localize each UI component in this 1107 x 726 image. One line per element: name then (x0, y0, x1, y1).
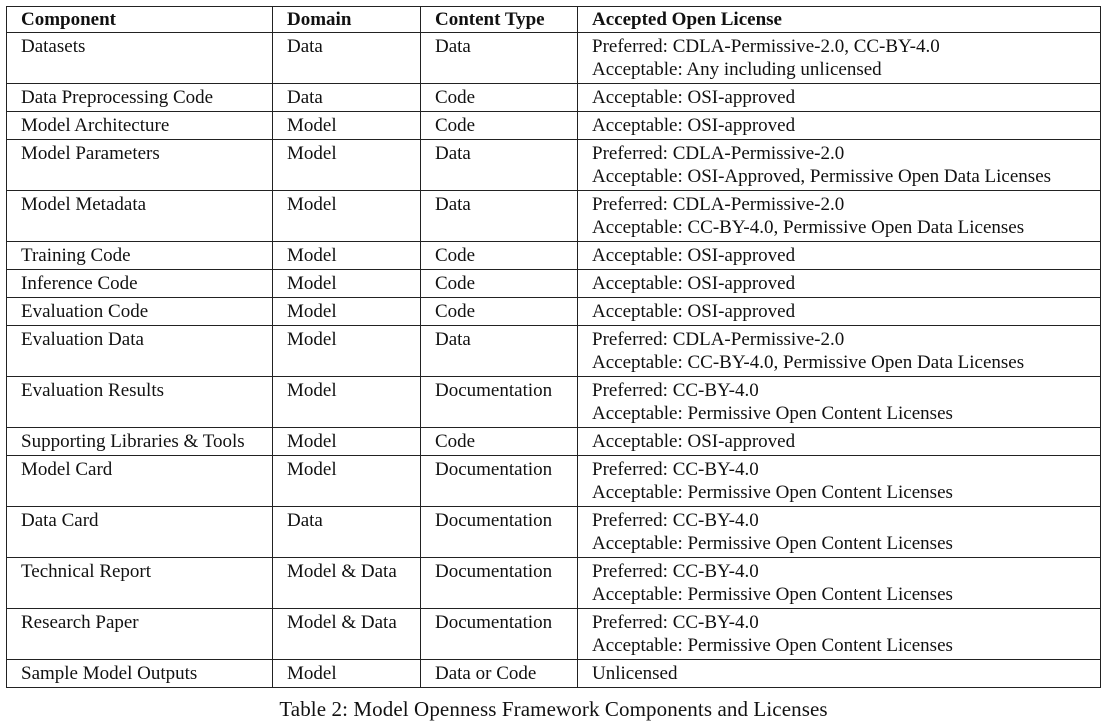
cell-accepted-license (578, 298, 1101, 326)
cell-accepted-license (578, 428, 1101, 456)
cell-content-type: Data (421, 191, 578, 242)
cell-accepted-license (578, 558, 1101, 609)
license-line: Acceptable: OSI-approved (592, 301, 796, 322)
table-caption: Table 2: Model Openness Framework Components and Licenses (279, 697, 828, 721)
cell-component: Data Card (7, 507, 273, 558)
cell-domain: Model (273, 660, 421, 688)
cell-component: Datasets (7, 33, 273, 84)
cell-component: Sample Model Outputs (7, 660, 273, 688)
license-line: Acceptable: Permissive Open Content Licenses (592, 635, 953, 656)
cell-component: Data Preprocessing Code (7, 84, 273, 112)
license-line: Acceptable: OSI-approved (592, 245, 796, 266)
license-line: Preferred: CDLA-Permissive-2.0 (592, 329, 845, 350)
header-content-type: Content Type (421, 7, 578, 33)
header-domain: Domain (273, 7, 421, 33)
table-row (7, 112, 1101, 140)
cell-domain: Data (273, 507, 421, 558)
license-line: Preferred: CDLA-Permissive-2.0 (592, 194, 845, 215)
cell-content-type: Data or Code (421, 660, 578, 688)
cell-content-type: Code (421, 428, 578, 456)
license-line: Preferred: CC-BY-4.0 (592, 612, 759, 633)
table-row (7, 298, 1101, 326)
cell-content-type: Data (421, 326, 578, 377)
license-line: Preferred: CC-BY-4.0 (592, 561, 759, 582)
cell-domain: Model & Data (273, 609, 421, 660)
license-line: Acceptable: Any including unlicensed (592, 59, 882, 80)
cell-domain: Model & Data (273, 558, 421, 609)
cell-content-type: Code (421, 242, 578, 270)
table-header-row (7, 7, 1101, 33)
license-line: Preferred: CC-BY-4.0 (592, 459, 759, 480)
license-line: Preferred: CC-BY-4.0 (592, 510, 759, 531)
license-line: Preferred: CC-BY-4.0 (592, 380, 759, 401)
cell-accepted-license (578, 33, 1101, 84)
cell-domain: Model (273, 377, 421, 428)
table-row (7, 140, 1101, 191)
license-line: Acceptable: Permissive Open Content Licenses (592, 482, 953, 503)
cell-accepted-license (578, 242, 1101, 270)
cell-domain: Model (273, 112, 421, 140)
cell-content-type: Data (421, 140, 578, 191)
cell-domain: Data (273, 33, 421, 84)
components-licenses-table (6, 6, 1101, 688)
cell-accepted-license (578, 140, 1101, 191)
cell-accepted-license (578, 377, 1101, 428)
table-row (7, 84, 1101, 112)
cell-content-type: Documentation (421, 507, 578, 558)
table-row (7, 33, 1101, 84)
license-line: Acceptable: OSI-approved (592, 87, 796, 108)
cell-domain: Model (273, 270, 421, 298)
cell-content-type: Code (421, 112, 578, 140)
cell-accepted-license (578, 191, 1101, 242)
cell-accepted-license (578, 270, 1101, 298)
license-line: Acceptable: OSI-approved (592, 431, 796, 452)
table-row (7, 609, 1101, 660)
cell-domain: Model (273, 242, 421, 270)
cell-domain: Model (273, 428, 421, 456)
table-row (7, 507, 1101, 558)
cell-content-type: Code (421, 298, 578, 326)
cell-component: Technical Report (7, 558, 273, 609)
license-line: Acceptable: CC-BY-4.0, Permissive Open Data Licenses (592, 217, 1025, 238)
cell-content-type: Documentation (421, 377, 578, 428)
table-row (7, 456, 1101, 507)
cell-accepted-license (578, 609, 1101, 660)
table-body (7, 33, 1101, 688)
cell-component: Model Metadata (7, 191, 273, 242)
cell-component: Supporting Libraries & Tools (7, 428, 273, 456)
cell-component: Model Card (7, 456, 273, 507)
cell-accepted-license (578, 326, 1101, 377)
header-accepted-license: Accepted Open License (578, 7, 1101, 33)
cell-component: Model Parameters (7, 140, 273, 191)
cell-component: Research Paper (7, 609, 273, 660)
license-line: Acceptable: OSI-approved (592, 115, 796, 136)
cell-component: Evaluation Data (7, 326, 273, 377)
cell-content-type: Data (421, 33, 578, 84)
table-row (7, 377, 1101, 428)
cell-component: Evaluation Results (7, 377, 273, 428)
cell-domain: Model (273, 326, 421, 377)
license-line: Acceptable: Permissive Open Content Licenses (592, 403, 953, 424)
components-table-container (6, 6, 1100, 688)
table-row (7, 242, 1101, 270)
license-line: Unlicensed (592, 663, 678, 684)
license-line: Acceptable: Permissive Open Content Licenses (592, 584, 953, 605)
cell-content-type: Documentation (421, 558, 578, 609)
cell-domain: Model (273, 456, 421, 507)
license-line: Acceptable: OSI-Approved, Permissive Open Data Licenses (592, 166, 1052, 187)
cell-component: Evaluation Code (7, 298, 273, 326)
table-row (7, 558, 1101, 609)
cell-component: Training Code (7, 242, 273, 270)
cell-component: Inference Code (7, 270, 273, 298)
table-row (7, 428, 1101, 456)
header-component: Component (7, 7, 273, 33)
license-line: Preferred: CDLA-Permissive-2.0, CC-BY-4.0 (592, 36, 940, 57)
cell-domain: Model (273, 191, 421, 242)
cell-component: Model Architecture (7, 112, 273, 140)
license-line: Acceptable: Permissive Open Content Licenses (592, 533, 953, 554)
license-line: Acceptable: OSI-approved (592, 273, 796, 294)
cell-content-type: Code (421, 84, 578, 112)
cell-accepted-license (578, 112, 1101, 140)
cell-domain: Model (273, 298, 421, 326)
cell-accepted-license (578, 507, 1101, 558)
cell-content-type: Code (421, 270, 578, 298)
table-row (7, 660, 1101, 688)
cell-accepted-license (578, 660, 1101, 688)
cell-content-type: Documentation (421, 609, 578, 660)
table-row (7, 326, 1101, 377)
table-row (7, 191, 1101, 242)
cell-accepted-license (578, 84, 1101, 112)
cell-domain: Data (273, 84, 421, 112)
table-row (7, 270, 1101, 298)
cell-domain: Model (273, 140, 421, 191)
cell-accepted-license (578, 456, 1101, 507)
cell-content-type: Documentation (421, 456, 578, 507)
license-line: Preferred: CDLA-Permissive-2.0 (592, 143, 845, 164)
license-line: Acceptable: CC-BY-4.0, Permissive Open Data Licenses (592, 352, 1025, 373)
